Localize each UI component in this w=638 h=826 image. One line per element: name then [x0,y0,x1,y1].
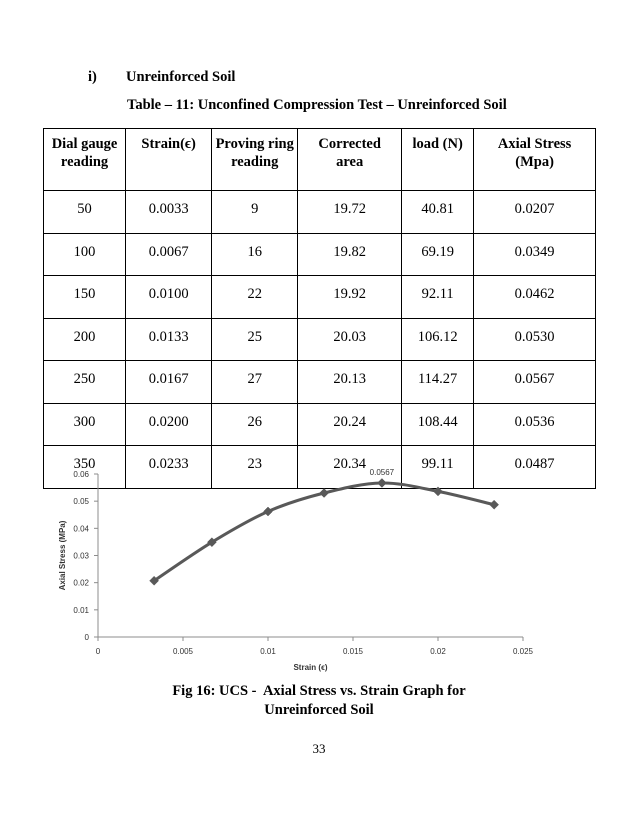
cell-load: 99.11 [402,446,474,489]
y-axis-title: Axial Stress (MPa) [58,520,67,591]
cell-stress: 0.0349 [474,233,596,276]
cell-strain: 0.0067 [126,233,212,276]
cell-load: 69.19 [402,233,474,276]
header-strain: Strain(ϵ) [126,129,212,191]
cell-stress: 0.0530 [474,318,596,361]
section-number: i) [88,69,97,85]
cell-area: 20.03 [298,318,402,361]
cell-load: 40.81 [402,191,474,234]
cell-strain: 0.0200 [126,403,212,446]
cell-area: 19.82 [298,233,402,276]
x-tick-label: 0.025 [512,647,534,656]
header-load: load (N) [402,129,474,191]
cell-area: 20.34 [298,446,402,489]
table-row [44,233,596,276]
cell-load: 92.11 [402,276,474,319]
y-tick-label: 0.02 [73,578,89,588]
page-number: 33 [312,741,326,756]
data-point-marker [434,487,443,496]
figure-caption-line-1: Fig 16: UCS - Axial Stress vs. Strain Graph for [172,683,466,699]
x-tick-label: 0.02 [430,647,446,656]
data-point-marker [264,507,273,516]
cell-ring: 27 [212,361,298,404]
data-point-marker [377,478,386,487]
cell-stress: 0.0462 [474,276,596,319]
cell-ring: 26 [212,403,298,446]
cell-ring: 23 [212,446,298,489]
cell-dial: 150 [44,276,126,319]
x-tick-label: 0.01 [260,647,276,656]
section-heading [88,69,235,86]
cell-area: 19.72 [298,191,402,234]
table-header-row [44,129,596,191]
table-row [44,403,596,446]
figure-caption [0,682,638,720]
ucs-table [43,128,596,489]
cell-stress: 0.0207 [474,191,596,234]
figure-caption-line-2: Unreinforced Soil [264,702,374,718]
cell-stress: 0.0487 [474,446,596,489]
cell-stress: 0.0536 [474,403,596,446]
cell-strain: 0.0167 [126,361,212,404]
cell-strain: 0.0133 [126,318,212,361]
header-axial-stress: Axial Stress (Mpa) [474,129,596,191]
cell-load: 108.44 [402,403,474,446]
y-tick-label: 0.06 [73,470,89,479]
cell-ring: 25 [212,318,298,361]
x-tick-label: 0.015 [342,647,364,656]
cell-ring: 9 [212,191,298,234]
cell-dial: 50 [44,191,126,234]
table-row [44,276,596,319]
y-tick-label: 0 [84,633,89,642]
cell-dial: 100 [44,233,126,276]
table-row [44,318,596,361]
cell-stress: 0.0567 [474,361,596,404]
stress-strain-chart [46,455,546,677]
table-caption: Table – 11: Unconfined Compression Test – Unreinforced Soil [127,97,507,113]
y-tick-label: 0.04 [73,524,89,534]
header-corrected-area: Corrected area [298,129,402,191]
y-tick-label: 0.03 [73,551,89,561]
cell-load: 106.12 [402,318,474,361]
cell-area: 19.92 [298,276,402,319]
cell-ring: 22 [212,276,298,319]
x-axis-title: Strain (ϵ) [293,663,328,672]
cell-dial: 300 [44,403,126,446]
y-tick-label: 0.01 [73,605,89,615]
cell-dial: 200 [44,318,126,361]
header-proving-ring: Proving ring reading [212,129,298,191]
table-row [44,191,596,234]
cell-ring: 16 [212,233,298,276]
x-tick-label: 0.005 [172,647,194,656]
x-tick-label: 0 [95,647,101,656]
data-label: 0.0567 [369,467,395,477]
cell-load: 114.27 [402,361,474,404]
cell-strain: 0.0233 [126,446,212,489]
header-dial-gauge: Dial gauge reading [44,129,126,191]
cell-area: 20.24 [298,403,402,446]
table-row [44,361,596,404]
cell-strain: 0.0100 [126,276,212,319]
y-tick-label: 0.05 [73,497,89,507]
data-point-marker [320,489,329,498]
cell-area: 20.13 [298,361,402,404]
data-point-marker [490,500,499,509]
section-title: Unreinforced Soil [126,69,236,85]
cell-strain: 0.0033 [126,191,212,234]
cell-dial: 350 [44,446,126,489]
cell-dial: 250 [44,361,126,404]
